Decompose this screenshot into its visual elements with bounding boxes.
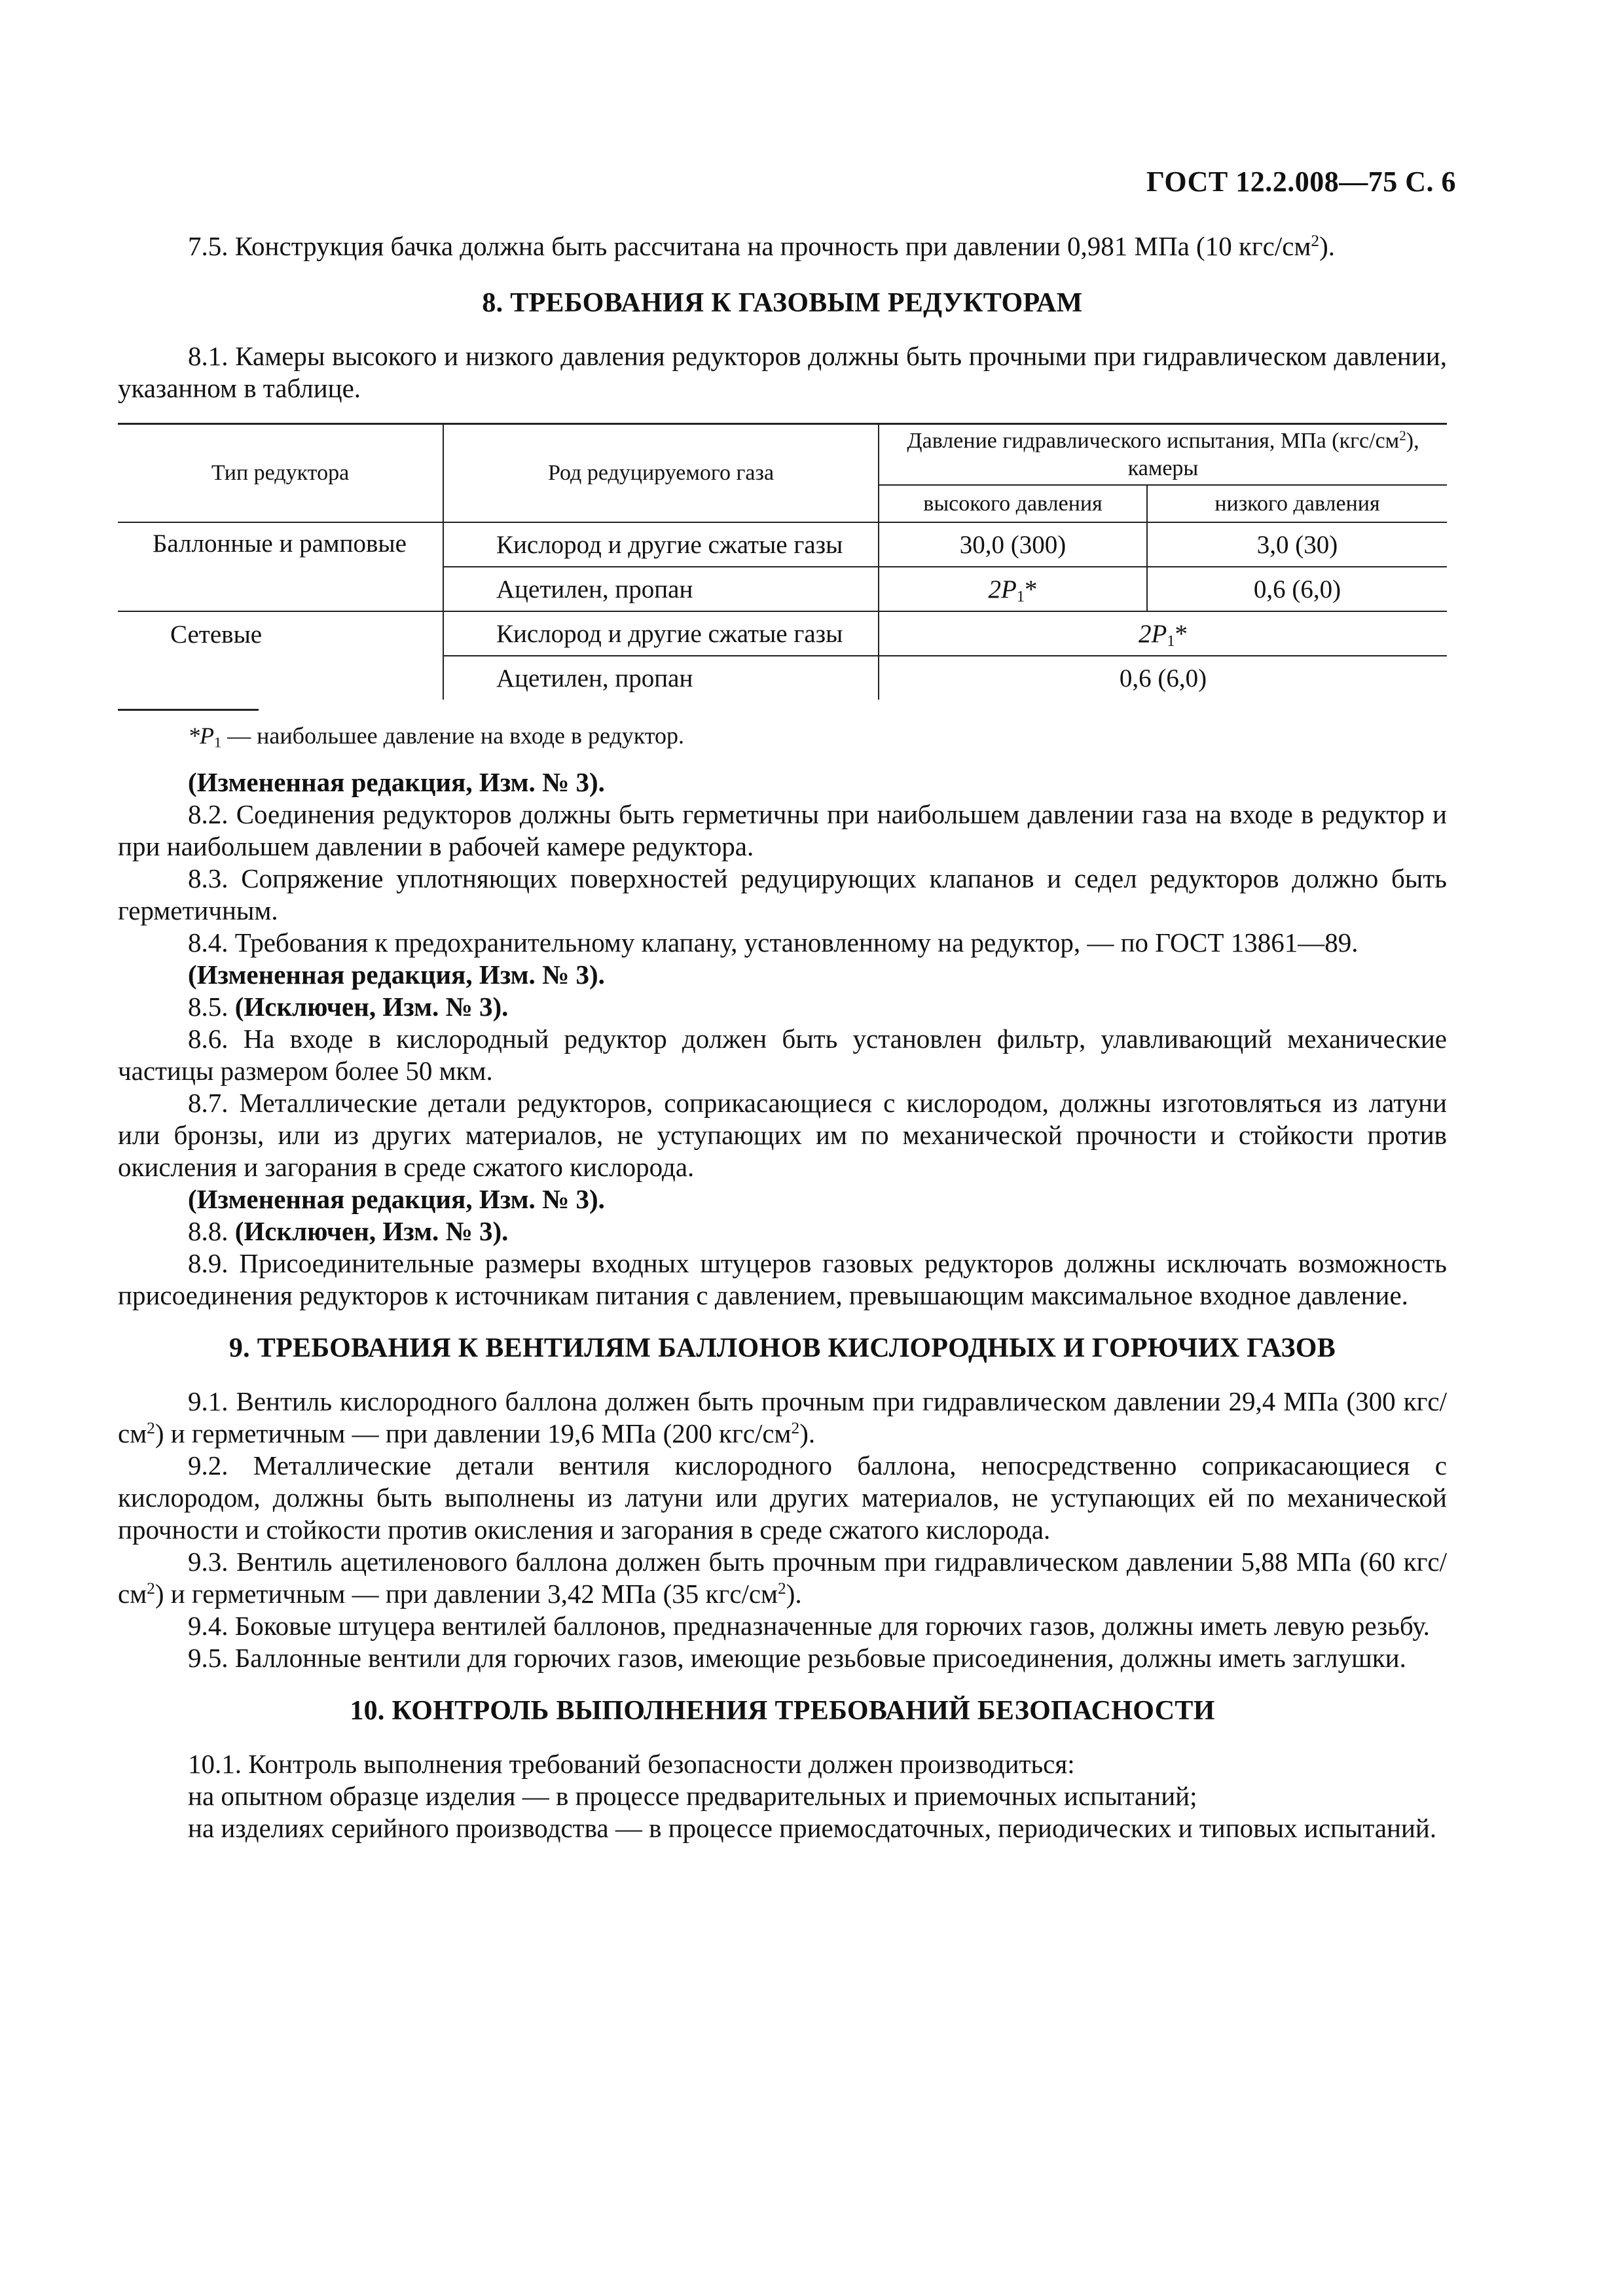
- paragraph-7-5-end: ).: [1319, 231, 1336, 261]
- table-cell-high-1: 30,0 (300): [879, 522, 1147, 567]
- table-header-type: Тип редуктора: [118, 424, 443, 523]
- paragraph-8-9: 8.9. Присоединительные размеры входных штуцеров газовых редукторов должны исключать возможность присоединения редукторов к источникам питания с давлением, превышающим максимальное входное давление.: [118, 1248, 1447, 1310]
- superscript: 2: [1399, 427, 1406, 444]
- footnote-symbol: *P: [188, 723, 214, 749]
- paragraph-9-2: 9.2. Металлические детали вентиля кислородного баллона, непосредственно соприкасающиеся с кислородом, должны быть выполнены из латуни или других материалов, не уступающих ей по механической прочности и стойкости против окисления и загорания в среде сжатого кислорода.: [118, 1450, 1447, 1545]
- paragraph-7-5-text: 7.5. Конструкция бачка должна быть рассчитана на прочность при давлении 0,981 МПа (10 кгс/см: [188, 231, 1311, 261]
- table-cell-type-2: Сетевые: [118, 611, 443, 700]
- paragraph-9-3: [118, 1546, 1447, 1610]
- table-cell-gas-4: Ацетилен, пропан: [443, 656, 879, 700]
- superscript: 2: [1311, 232, 1320, 251]
- paragraph-9-3-text-a: 9.3. Вентиль ацетиленового баллона должен быть прочным при гидравлическом давлении 5,88 МПа (60 кгс/см: [118, 1547, 1447, 1609]
- table-cell-gas-2: Ацетилен, пропан: [443, 567, 879, 611]
- table-header-pressure: [879, 424, 1447, 486]
- page-content: [118, 230, 1447, 1844]
- footnote-rule: [118, 709, 259, 711]
- asterisk: *: [1175, 619, 1188, 648]
- formula-p: 2P: [988, 575, 1017, 603]
- table-header-low: низкого давления: [1147, 485, 1447, 522]
- paragraph-9-1-text-c: ).: [799, 1418, 816, 1448]
- superscript: 2: [778, 1579, 786, 1598]
- table-footnote: [118, 720, 1447, 752]
- table-header-high: высокого давления: [879, 485, 1147, 522]
- paragraph-8-5-number: 8.5.: [188, 992, 235, 1022]
- table-cell-type-1: Баллонные и рамповые: [118, 522, 443, 611]
- table-cell-high-2: [879, 567, 1147, 611]
- subscript: 1: [1167, 632, 1175, 650]
- table-cell-gas-1: Кислород и другие сжатые газы: [443, 522, 879, 567]
- table-cell-value-4: 0,6 (6,0): [879, 656, 1447, 700]
- table-cell-value-3: [879, 611, 1447, 656]
- paragraph-8-3: 8.3. Сопряжение уплотняющих поверхностей редуцирующих клапанов и седел редукторов должно быть герметичным.: [118, 863, 1447, 925]
- table-header-pressure-end: ), камеры: [1127, 428, 1419, 480]
- table-header-gas: Род редуцируемого газа: [443, 424, 879, 523]
- section-9-title: 9. ТРЕБОВАНИЯ К ВЕНТИЛЯМ БАЛЛОНОВ КИСЛОРОДНЫХ И ГОРЮЧИХ ГАЗОВ: [228, 1333, 1336, 1363]
- section-10-title: 10. КОНТРОЛЬ ВЫПОЛНЕНИЯ ТРЕБОВАНИЙ БЕЗОПАСНОСТИ: [350, 1696, 1215, 1726]
- subscript: 1: [1016, 587, 1025, 605]
- paragraph-10-1-b: на изделиях серийного производства — в процессе приемосдаточных, периодических и типовых испытаний.: [188, 1813, 1437, 1843]
- superscript: 2: [791, 1419, 800, 1438]
- table-header-pressure-text: Давление гидравлического испытания, МПа (кгс/см: [907, 428, 1400, 453]
- pressure-table: [118, 423, 1447, 700]
- paragraph-9-3-text-b: ) и герметичным — при давлении 3,42 МПа (35 кгс/см: [155, 1579, 778, 1609]
- paragraph-8-6: 8.6. На входе в кислородный редуктор должен быть установлен фильтр, улавливающий механические частицы размером более 50 мкм.: [118, 1024, 1447, 1086]
- paragraph-8-7: 8.7. Металлические детали редукторов, соприкасающиеся с кислородом, должны изготовляться из латуни или бронзы, или из других материалов, не уступающих им по механической прочности и стойкости против окисления и загорания в среде сжатого кислорода.: [118, 1088, 1447, 1182]
- table-cell-gas-3: Кислород и другие сжатые газы: [443, 611, 879, 656]
- page-header: ГОСТ 12.2.008—75 С. 6: [1146, 166, 1456, 198]
- paragraph-9-5: 9.5. Баллонные вентили для горючих газов, имеющие резьбовые присоединения, должны иметь заглушки.: [188, 1643, 1406, 1673]
- table-cell-low-1: 3,0 (30): [1147, 522, 1447, 567]
- footnote-text: — наибольшее давление на входе в редуктор.: [221, 723, 685, 749]
- superscript: 2: [147, 1419, 155, 1438]
- subscript: 1: [214, 734, 222, 751]
- paragraph-8-8: [118, 1215, 1447, 1247]
- paragraph-10-1-a: на опытном образце изделия — в процессе предварительных и приемочных испытаний;: [188, 1781, 1197, 1811]
- paragraph-9-1: [118, 1386, 1447, 1450]
- edition-note-3: (Измененная редакция, Изм. № 3).: [188, 1184, 605, 1214]
- paragraph-9-4: 9.4. Боковые штуцера вентилей баллонов, предназначенные для горючих газов, должны иметь левую резьбу.: [188, 1611, 1430, 1641]
- paragraph-9-1-text-b: ) и герметичным — при давлении 19,6 МПа (200 кгс/см: [155, 1418, 792, 1448]
- paragraph-8-2: 8.2. Соединения редукторов должны быть герметичны при наибольшем давлении газа на входе в редуктор и при наибольшем давлении в рабочей камере редуктора.: [118, 799, 1447, 861]
- paragraph-8-5-excluded: (Исключен, Изм. № 3).: [234, 992, 509, 1022]
- edition-note-2: (Измененная редакция, Изм. № 3).: [188, 960, 605, 990]
- paragraph-8-1: 8.1. Камеры высокого и низкого давления редукторов должны быть прочными при гидравлическом давлении, указанном в таблице.: [118, 341, 1447, 403]
- paragraph-9-1-text-a: 9.1. Вентиль кислородного баллона должен быть прочным при гидравлическом давлении 29,4 МПа (300 кгс/см: [118, 1386, 1447, 1448]
- paragraph-8-4: 8.4. Требования к предохранительному клапану, установленному на редуктор, — по ГОСТ 13861—89.: [188, 927, 1359, 958]
- asterisk: *: [1024, 575, 1038, 603]
- paragraph-8-5: [118, 991, 1447, 1023]
- paragraph-8-8-excluded: (Исключен, Изм. № 3).: [234, 1216, 509, 1246]
- section-8-title: 8. ТРЕБОВАНИЯ К ГАЗОВЫМ РЕДУКТОРАМ: [482, 288, 1083, 318]
- edition-note-1: (Измененная редакция, Изм. № 3).: [188, 767, 605, 797]
- paragraph-8-8-number: 8.8.: [188, 1216, 235, 1246]
- formula-p: 2P: [1139, 619, 1167, 648]
- table-cell-low-2: 0,6 (6,0): [1147, 567, 1447, 611]
- paragraph-7-5: [118, 230, 1447, 262]
- paragraph-9-3-text-c: ).: [786, 1579, 802, 1609]
- superscript: 2: [147, 1579, 155, 1598]
- paragraph-10-1: 10.1. Контроль выполнения требований безопасности должен производиться:: [188, 1749, 1075, 1779]
